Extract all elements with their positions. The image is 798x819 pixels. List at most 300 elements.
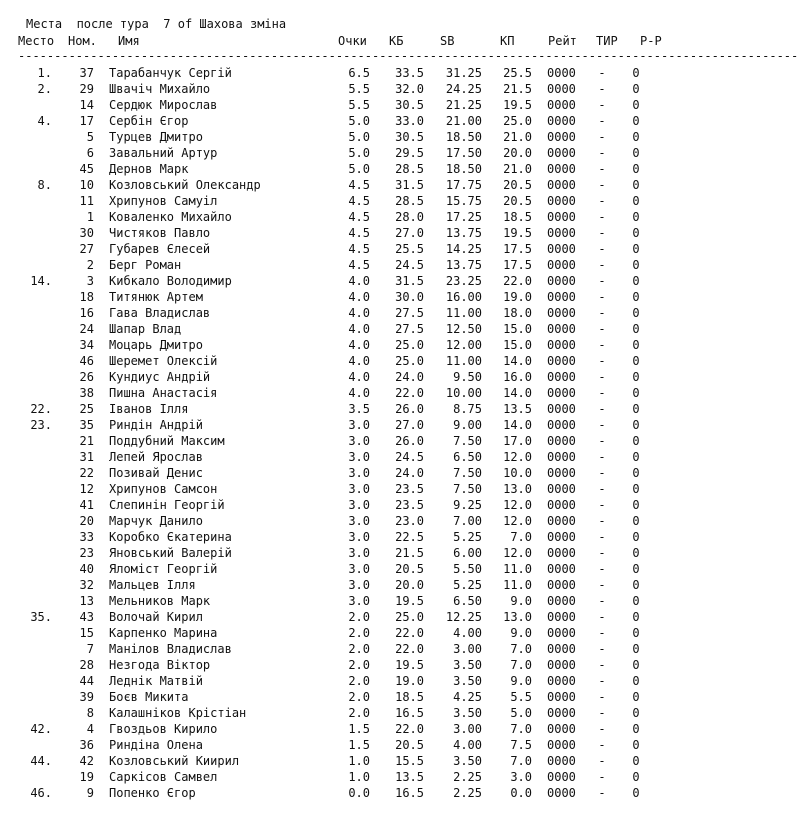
- row-points: 2.0: [348, 674, 370, 688]
- table-row: [0, 753, 665, 769]
- row-rating: 0000: [547, 290, 576, 304]
- row-kp: 17.5: [503, 242, 532, 256]
- row-pp: 0: [632, 146, 640, 160]
- row-pp: 0: [632, 290, 640, 304]
- row-pp: 0: [632, 610, 640, 624]
- row-tir: -: [598, 690, 606, 704]
- row-player-name: Козловський Олександр: [109, 178, 261, 192]
- row-points: 1.0: [348, 754, 370, 768]
- row-rating: 0000: [547, 706, 576, 720]
- row-pp: 0: [632, 66, 640, 80]
- row-player-name: Яновський Валерій: [109, 546, 232, 560]
- table-row: [0, 481, 665, 497]
- row-sb: 12.25: [445, 610, 482, 624]
- row-number: 16: [79, 306, 94, 320]
- row-pp: 0: [632, 530, 640, 544]
- row-points: 3.0: [348, 530, 370, 544]
- row-tir: -: [598, 162, 606, 176]
- row-number: 45: [79, 162, 94, 176]
- row-sb: 3.50: [453, 674, 482, 688]
- row-player-name: Риндіна Олена: [109, 738, 203, 752]
- row-points: 0.0: [348, 786, 370, 800]
- row-kb: 32.0: [395, 82, 424, 96]
- row-place: 14.: [30, 274, 52, 288]
- row-rating: 0000: [547, 258, 576, 272]
- row-kp: 11.0: [503, 562, 532, 576]
- table-row: [0, 449, 665, 465]
- row-rating: 0000: [547, 322, 576, 336]
- row-tir: -: [598, 530, 606, 544]
- row-tir: -: [598, 770, 606, 784]
- row-tir: -: [598, 370, 606, 384]
- row-rating: 0000: [547, 594, 576, 608]
- row-points: 1.5: [348, 738, 370, 752]
- row-rating: 0000: [547, 690, 576, 704]
- row-kb: 29.5: [395, 146, 424, 160]
- header-points: Очки: [338, 34, 367, 48]
- row-pp: 0: [632, 242, 640, 256]
- row-player-name: Яломіст Георгій: [109, 562, 218, 576]
- row-sb: 23.25: [445, 274, 482, 288]
- row-kp: 25.5: [503, 66, 532, 80]
- row-points: 4.5: [348, 178, 370, 192]
- row-pp: 0: [632, 594, 640, 608]
- row-player-name: Чистяков Павло: [109, 226, 211, 240]
- row-sb: 5.25: [453, 530, 482, 544]
- row-pp: 0: [632, 786, 640, 800]
- row-sb: 3.00: [453, 722, 482, 736]
- row-place: 8.: [37, 178, 52, 192]
- row-place: 44.: [30, 754, 52, 768]
- row-sb: 18.50: [445, 162, 482, 176]
- row-sb: 12.50: [445, 322, 482, 336]
- row-sb: 6.50: [453, 450, 482, 464]
- row-number: 41: [79, 498, 94, 512]
- row-kb: 20.5: [395, 562, 424, 576]
- row-rating: 0000: [547, 642, 576, 656]
- row-rating: 0000: [547, 674, 576, 688]
- row-points: 6.5: [348, 66, 370, 80]
- row-place: 1.: [37, 66, 52, 80]
- row-points: 5.0: [348, 114, 370, 128]
- row-rating: 0000: [547, 338, 576, 352]
- row-number: 6: [86, 146, 94, 160]
- row-number: 33: [79, 530, 94, 544]
- row-kp: 0.0: [510, 786, 532, 800]
- row-pp: 0: [632, 658, 640, 672]
- row-points: 4.0: [348, 370, 370, 384]
- row-player-name: Гвоздьов Кирило: [109, 722, 218, 736]
- row-points: 4.5: [348, 242, 370, 256]
- row-tir: -: [598, 194, 606, 208]
- row-number: 23: [79, 546, 94, 560]
- row-kb: 26.0: [395, 402, 424, 416]
- row-number: 39: [79, 690, 94, 704]
- row-rating: 0000: [547, 722, 576, 736]
- table-row: [0, 321, 665, 337]
- row-tir: -: [598, 626, 606, 640]
- row-tir: -: [598, 450, 606, 464]
- row-number: 1: [86, 210, 94, 224]
- row-pp: 0: [632, 386, 640, 400]
- row-pp: 0: [632, 338, 640, 352]
- row-kb: 33.0: [395, 114, 424, 128]
- row-points: 4.0: [348, 290, 370, 304]
- row-rating: 0000: [547, 402, 576, 416]
- row-player-name: Дернов Марк: [109, 162, 189, 176]
- row-pp: 0: [632, 178, 640, 192]
- row-kb: 22.0: [395, 386, 424, 400]
- row-player-name: Турцев Дмитро: [109, 130, 203, 144]
- row-number: 26: [79, 370, 94, 384]
- header-sb: SB: [440, 34, 455, 48]
- table-row: [0, 721, 665, 737]
- row-sb: 31.25: [445, 66, 482, 80]
- row-sb: 2.25: [453, 770, 482, 784]
- row-player-name: Калашніков Крістіан: [109, 706, 247, 720]
- row-rating: 0000: [547, 226, 576, 240]
- row-kp: 21.0: [503, 130, 532, 144]
- row-kp: 13.0: [503, 482, 532, 496]
- row-kb: 16.5: [395, 706, 424, 720]
- row-pp: 0: [632, 274, 640, 288]
- table-row: [0, 673, 665, 689]
- row-kp: 17.5: [503, 258, 532, 272]
- row-sb: 21.00: [445, 114, 482, 128]
- row-place: 23.: [30, 418, 52, 432]
- row-player-name: Сербін Єгор: [109, 114, 189, 128]
- row-rating: 0000: [547, 514, 576, 528]
- row-number: 21: [79, 434, 94, 448]
- row-points: 3.5: [348, 402, 370, 416]
- row-kp: 10.0: [503, 466, 532, 480]
- row-rating: 0000: [547, 98, 576, 112]
- row-points: 3.0: [348, 434, 370, 448]
- row-pp: 0: [632, 690, 640, 704]
- row-player-name: Саркісов Самвел: [109, 770, 218, 784]
- row-player-name: Шапар Влад: [109, 322, 182, 336]
- table-row: [0, 145, 665, 161]
- row-pp: 0: [632, 722, 640, 736]
- row-pp: 0: [632, 226, 640, 240]
- row-sb: 3.50: [453, 658, 482, 672]
- row-tir: -: [598, 290, 606, 304]
- row-tir: -: [598, 722, 606, 736]
- row-kb: 19.5: [395, 594, 424, 608]
- row-pp: 0: [632, 258, 640, 272]
- row-place: 46.: [30, 786, 52, 800]
- row-tir: -: [598, 258, 606, 272]
- row-player-name: Риндін Андрій: [109, 418, 203, 432]
- row-pp: 0: [632, 130, 640, 144]
- row-rating: 0000: [547, 562, 576, 576]
- row-tir: -: [598, 610, 606, 624]
- row-points: 4.5: [348, 194, 370, 208]
- row-kp: 19.5: [503, 226, 532, 240]
- row-pp: 0: [632, 514, 640, 528]
- row-sb: 9.00: [453, 418, 482, 432]
- header-pp: Р-Р: [640, 34, 662, 48]
- row-place: 22.: [30, 402, 52, 416]
- row-points: 3.0: [348, 450, 370, 464]
- row-kp: 20.0: [503, 146, 532, 160]
- table-row: [0, 785, 665, 801]
- row-pp: 0: [632, 754, 640, 768]
- row-tir: -: [598, 498, 606, 512]
- row-kb: 27.5: [395, 322, 424, 336]
- row-sb: 7.50: [453, 434, 482, 448]
- row-number: 20: [79, 514, 94, 528]
- table-row: [0, 593, 665, 609]
- row-sb: 17.75: [445, 178, 482, 192]
- row-player-name: Берг Роман: [109, 258, 182, 272]
- row-tir: -: [598, 306, 606, 320]
- row-player-name: Губарев Єлесей: [109, 242, 211, 256]
- table-row: [0, 209, 665, 225]
- row-sb: 21.25: [445, 98, 482, 112]
- row-player-name: Завальний Артур: [109, 146, 218, 160]
- row-rating: 0000: [547, 82, 576, 96]
- table-row: [0, 545, 665, 561]
- header-rating: Рейт: [548, 34, 577, 48]
- row-number: 4: [86, 722, 94, 736]
- row-tir: -: [598, 418, 606, 432]
- row-kp: 3.0: [510, 770, 532, 784]
- row-tir: -: [598, 642, 606, 656]
- row-tir: -: [598, 738, 606, 752]
- row-number: 32: [79, 578, 94, 592]
- row-points: 3.0: [348, 498, 370, 512]
- row-kp: 9.0: [510, 594, 532, 608]
- row-kb: 26.0: [395, 434, 424, 448]
- row-rating: 0000: [547, 354, 576, 368]
- row-player-name: Коваленко Михайло: [109, 210, 232, 224]
- row-sb: 13.75: [445, 226, 482, 240]
- row-sb: 6.50: [453, 594, 482, 608]
- row-kb: 30.5: [395, 130, 424, 144]
- row-kp: 14.0: [503, 418, 532, 432]
- table-row: [0, 689, 665, 705]
- row-points: 4.5: [348, 226, 370, 240]
- row-tir: -: [598, 82, 606, 96]
- row-points: 5.0: [348, 162, 370, 176]
- header-tir: ТИР: [596, 34, 618, 48]
- row-kb: 25.0: [395, 610, 424, 624]
- row-number: 27: [79, 242, 94, 256]
- row-pp: 0: [632, 322, 640, 336]
- row-player-name: Сердюк Мирослав: [109, 98, 218, 112]
- row-kb: 25.5: [395, 242, 424, 256]
- row-points: 4.0: [348, 322, 370, 336]
- header-kp: КП: [500, 34, 515, 48]
- table-row: [0, 513, 665, 529]
- row-rating: 0000: [547, 738, 576, 752]
- row-points: 2.0: [348, 642, 370, 656]
- row-points: 4.0: [348, 386, 370, 400]
- row-points: 2.0: [348, 690, 370, 704]
- row-player-name: Козловський Киирил: [109, 754, 240, 768]
- row-number: 34: [79, 338, 94, 352]
- row-pp: 0: [632, 162, 640, 176]
- row-number: 19: [79, 770, 94, 784]
- row-points: 3.0: [348, 482, 370, 496]
- row-kp: 7.5: [510, 738, 532, 752]
- row-number: 35: [79, 418, 94, 432]
- row-pp: 0: [632, 642, 640, 656]
- table-row: [0, 257, 665, 273]
- table-row: [0, 465, 665, 481]
- row-pp: 0: [632, 706, 640, 720]
- row-kp: 11.0: [503, 578, 532, 592]
- row-number: 37: [79, 66, 94, 80]
- row-player-name: Попенко Єгор: [109, 786, 196, 800]
- row-sb: 4.25: [453, 690, 482, 704]
- row-rating: 0000: [547, 418, 576, 432]
- row-kb: 21.5: [395, 546, 424, 560]
- row-points: 4.5: [348, 210, 370, 224]
- row-rating: 0000: [547, 242, 576, 256]
- row-sb: 3.00: [453, 642, 482, 656]
- row-number: 5: [86, 130, 94, 144]
- row-rating: 0000: [547, 194, 576, 208]
- row-points: 2.0: [348, 706, 370, 720]
- row-number: 40: [79, 562, 94, 576]
- row-player-name: Леднік Матвій: [109, 674, 203, 688]
- row-sb: 14.25: [445, 242, 482, 256]
- row-sb: 5.50: [453, 562, 482, 576]
- table-row: [0, 769, 665, 785]
- table-row: [0, 241, 665, 257]
- row-player-name: Пишна Анастасія: [109, 386, 218, 400]
- table-row: [0, 337, 665, 353]
- row-pp: 0: [632, 434, 640, 448]
- table-row: [0, 577, 665, 593]
- row-place: 35.: [30, 610, 52, 624]
- row-pp: 0: [632, 546, 640, 560]
- row-rating: 0000: [547, 386, 576, 400]
- row-kb: 15.5: [395, 754, 424, 768]
- header-number: Ном.: [68, 34, 97, 48]
- row-sb: 24.25: [445, 82, 482, 96]
- row-number: 43: [79, 610, 94, 624]
- row-kp: 12.0: [503, 514, 532, 528]
- table-row: [0, 289, 665, 305]
- row-number: 36: [79, 738, 94, 752]
- row-rating: 0000: [547, 178, 576, 192]
- row-tir: -: [598, 402, 606, 416]
- row-tir: -: [598, 562, 606, 576]
- row-number: 17: [79, 114, 94, 128]
- row-player-name: Мельников Марк: [109, 594, 211, 608]
- row-points: 5.0: [348, 146, 370, 160]
- row-pp: 0: [632, 114, 640, 128]
- row-player-name: Кибкало Володимир: [109, 274, 232, 288]
- row-sb: 7.50: [453, 466, 482, 480]
- row-kp: 17.0: [503, 434, 532, 448]
- row-player-name: Марчук Данило: [109, 514, 203, 528]
- row-tir: -: [598, 354, 606, 368]
- row-kp: 13.5: [503, 402, 532, 416]
- row-place: 42.: [30, 722, 52, 736]
- table-row: [0, 609, 665, 625]
- row-sb: 13.75: [445, 258, 482, 272]
- row-rating: 0000: [547, 546, 576, 560]
- table-row: [0, 129, 665, 145]
- row-player-name: Коробко Єкатерина: [109, 530, 232, 544]
- row-pp: 0: [632, 674, 640, 688]
- row-sb: 6.00: [453, 546, 482, 560]
- row-points: 5.0: [348, 130, 370, 144]
- row-tir: -: [598, 466, 606, 480]
- row-points: 4.0: [348, 306, 370, 320]
- row-points: 3.0: [348, 514, 370, 528]
- row-player-name: Боєв Микита: [109, 690, 189, 704]
- row-number: 38: [79, 386, 94, 400]
- row-pp: 0: [632, 210, 640, 224]
- row-tir: -: [598, 594, 606, 608]
- row-number: 25: [79, 402, 94, 416]
- row-tir: -: [598, 482, 606, 496]
- row-rating: 0000: [547, 466, 576, 480]
- row-place: 2.: [37, 82, 52, 96]
- row-points: 5.5: [348, 82, 370, 96]
- row-pp: 0: [632, 194, 640, 208]
- row-pp: 0: [632, 82, 640, 96]
- row-kb: 20.0: [395, 578, 424, 592]
- row-tir: -: [598, 674, 606, 688]
- row-place: 4.: [37, 114, 52, 128]
- row-tir: -: [598, 578, 606, 592]
- row-sb: 11.00: [445, 306, 482, 320]
- header-place: Место: [18, 34, 55, 48]
- table-row: [0, 737, 665, 753]
- row-kb: 24.5: [395, 258, 424, 272]
- row-points: 4.0: [348, 338, 370, 352]
- row-kb: 27.5: [395, 306, 424, 320]
- row-points: 2.0: [348, 658, 370, 672]
- row-kp: 20.5: [503, 178, 532, 192]
- row-kp: 7.0: [510, 754, 532, 768]
- row-number: 22: [79, 466, 94, 480]
- table-row: [0, 657, 665, 673]
- row-tir: -: [598, 786, 606, 800]
- row-number: 18: [79, 290, 94, 304]
- row-tir: -: [598, 546, 606, 560]
- row-kb: 28.5: [395, 194, 424, 208]
- row-kb: 23.5: [395, 482, 424, 496]
- table-row: [0, 401, 665, 417]
- row-player-name: Гава Владислав: [109, 306, 211, 320]
- row-kb: 22.0: [395, 722, 424, 736]
- row-pp: 0: [632, 306, 640, 320]
- header-name: Имя: [118, 34, 140, 48]
- row-player-name: Швачіч Михайло: [109, 82, 211, 96]
- row-pp: 0: [632, 402, 640, 416]
- row-sb: 12.00: [445, 338, 482, 352]
- row-rating: 0000: [547, 66, 576, 80]
- row-kp: 9.0: [510, 626, 532, 640]
- row-kp: 5.0: [510, 706, 532, 720]
- row-rating: 0000: [547, 786, 576, 800]
- row-kp: 18.5: [503, 210, 532, 224]
- row-kp: 25.0: [503, 114, 532, 128]
- row-kb: 25.0: [395, 338, 424, 352]
- row-sb: 3.50: [453, 754, 482, 768]
- row-sb: 3.50: [453, 706, 482, 720]
- row-kp: 21.5: [503, 82, 532, 96]
- row-player-name: Кундиус Андрій: [109, 370, 211, 384]
- row-rating: 0000: [547, 770, 576, 784]
